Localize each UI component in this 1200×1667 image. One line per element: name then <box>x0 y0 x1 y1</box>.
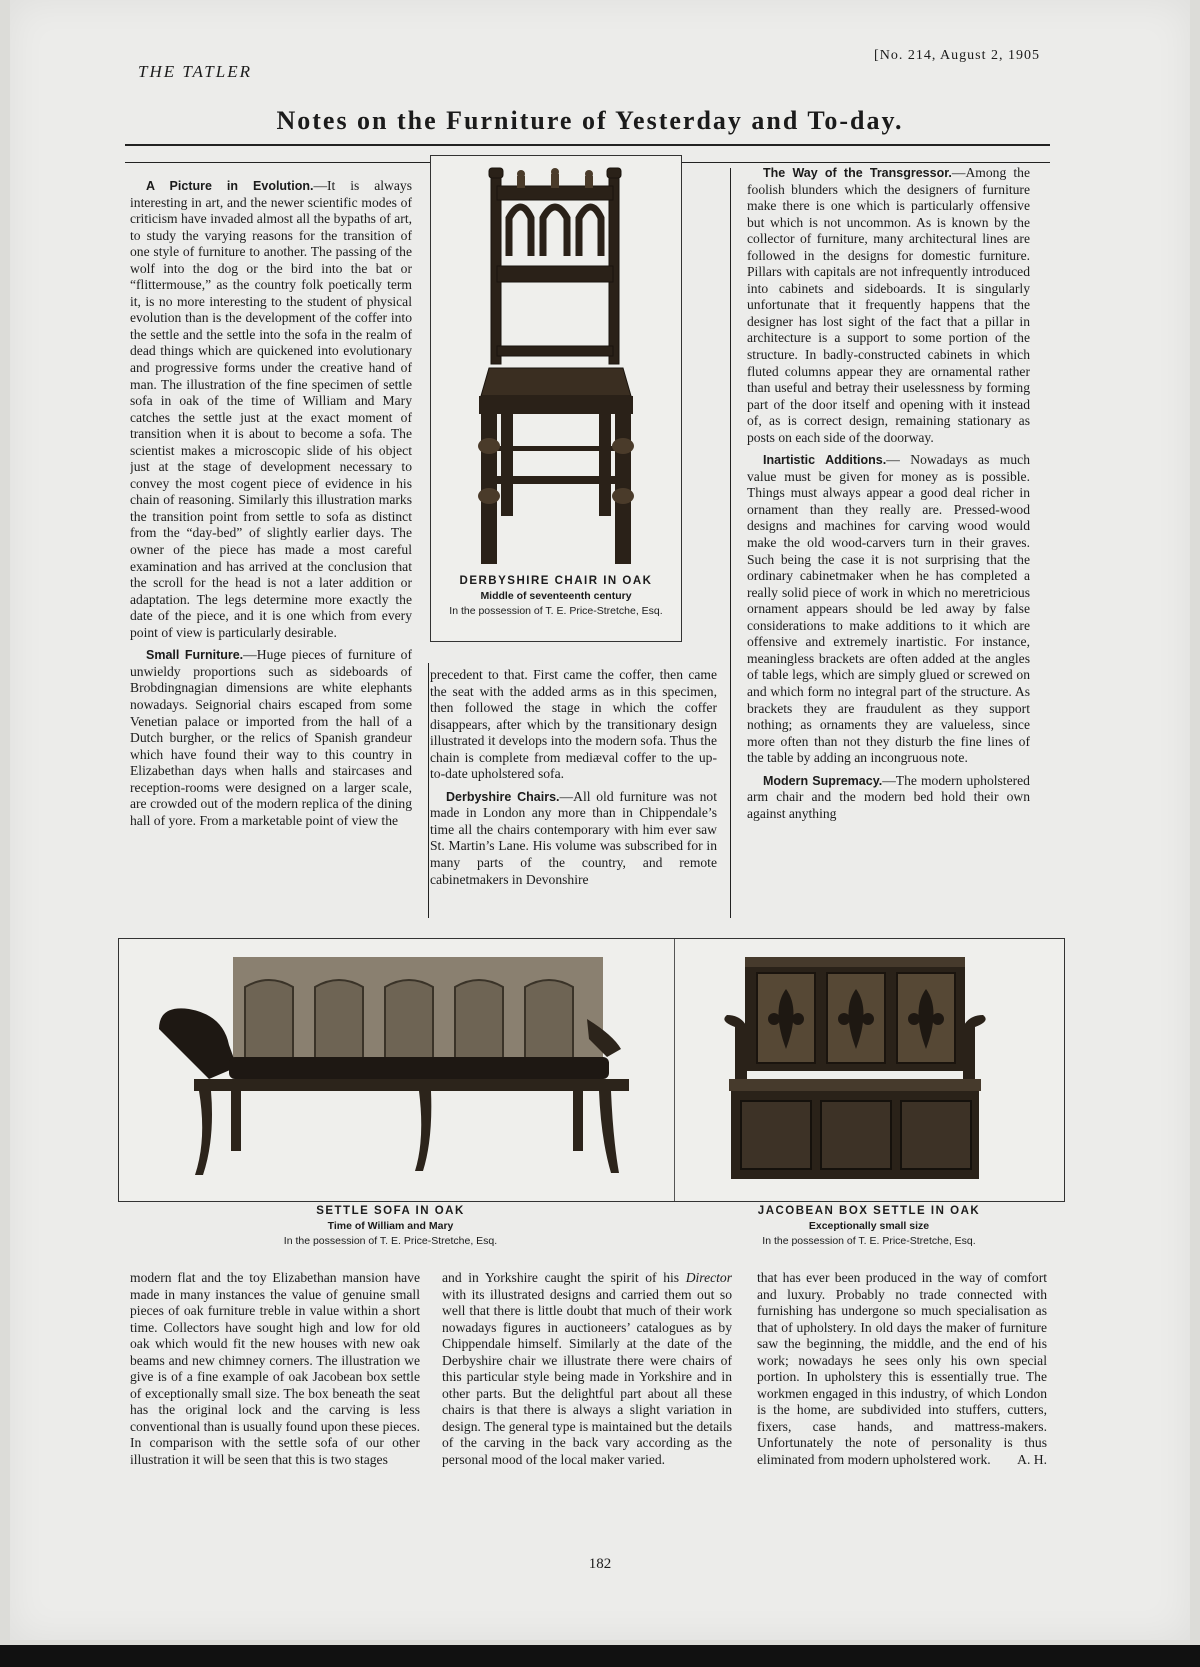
paragraph-sofa-chain: precedent to that. First came the coffer, then came the seat with the added arms as in this specimen, then followed the stage in which the coffer disappears, after which by the transitionary design illustrated it develops into the modern sofa. Thus the chain is complete from mediæval coffer to the up-to-date upholstered sofa. <box>430 667 717 782</box>
column-1 <box>130 178 412 918</box>
author-signature: A. H. <box>1017 1452 1047 1468</box>
paragraph-derbyshire-chairs: —All old furniture was not made in London any more than in Chippendale’s time all the chairs contemporary with him ever saw St. Martin’s Lane. His volume was subscribed for in many parts of the country, and remote cabinetmakers in Devonshire <box>430 788 717 887</box>
scan-edge <box>0 1645 1200 1667</box>
title-rule-top <box>125 144 1050 146</box>
article-title: Notes on the Furniture of Yesterday and To-day. <box>276 106 904 135</box>
issue-line: [No. 214, August 2, 1905 <box>874 48 1040 63</box>
chair-figure <box>430 155 682 642</box>
bottom-column-1 <box>130 1270 420 1520</box>
paragraph-yorkshire-a: and in Yorkshire caught the spirit of his <box>442 1270 686 1285</box>
magazine-page <box>10 0 1190 1640</box>
box-settle-caption <box>674 1204 1064 1249</box>
bottom-column-2 <box>442 1270 732 1520</box>
box-settle-caption-title: JACOBEAN BOX SETTLE IN OAK <box>757 1205 981 1217</box>
column-3 <box>747 165 1030 918</box>
heading-derbyshire-chairs: Derbyshire Chairs. <box>446 789 560 804</box>
bottom-column-3 <box>757 1270 1047 1520</box>
settle-sofa-caption-title: SETTLE SOFA IN OAK <box>316 1205 465 1217</box>
column-2 <box>430 667 717 919</box>
heading-small-furniture: Small Furniture. <box>146 648 244 663</box>
column-rule-1 <box>428 663 429 918</box>
derbyshire-chair-image <box>431 156 681 576</box>
director-title: Director <box>685 1270 732 1285</box>
heading-way-of-transgressor: The Way of the Transgressor. <box>763 166 952 180</box>
heading-modern-supremacy: Modern Supremacy. <box>763 773 883 788</box>
paragraph-upholstery: that has ever been produced in the way of comfort and luxury. Probably no trade connected with furnishing has undergone so much specialisation as that of upholstery. In old days the maker of furniture saw the beginning, the middle, and the end of his work; nowadays he sees only his own special portion. In upholstery this is essentially true. The workmen engaged in this industry, of which London is the home, are subdivided into stuffers, cutters, fixers, case hands, and mattress-makers. Unfortunately the note of personality is thus eliminated from modern upholstered work. <box>757 1270 1047 1468</box>
paragraph-yorkshire-b: with its illustrated designs and carried them out so well that there is little doubt that much of their work nowadays figures in auctioneers’ catalogues as by Chippendale himself. Similarly at the date of the Derbyshire chair we illustrate there were chairs of this particular style being made in Yorkshire and in other parts. But the delightful part about all these chairs is that there is always a slight variation in design. The general type is maintained but the details of the carving in the back vary according as the personal mood of the local maker varied. <box>442 1286 732 1468</box>
settle-sofa-caption-subtitle: Time of William and Mary <box>327 1220 454 1232</box>
column-rule-2 <box>730 168 731 918</box>
paragraph-inartistic-additions: — Nowadays as much value must be given for money as is possible. Things must always appear a good deal richer in ornament than they really are. Pressed-wood designs and machines for carving wood would make the old wood-carvers turn in their graves. Such being the case it is not surprising that the ordinary cabinetmaker when he has completed a really solid piece of work in which no meretricious ornament appears should be led away by false considerations to make additions to it which are offensive and extremely inartistic. For instance, meaningless brackets are often added at the angles of table legs, which are simply glued or screwed on and which form no integral part of the structure. As brackets they are fraudulent as they support nothing; as ornaments they are valueless, since more often than not they disturb the fine lines of the table by adding an incongruous note. <box>747 452 1030 766</box>
chair-caption-title: DERBYSHIRE CHAIR IN OAK <box>459 575 653 587</box>
chair-caption-owner: In the possession of T. E. Price-Stretche, Esq. <box>449 605 663 617</box>
paragraph-small-pieces: modern flat and the toy Elizabethan mansion have made in many instances the value of genuine small pieces of oak furniture treble in value within a short time. Collectors have sought high and low for old oak which would fit the new houses with new oak beams and new chimney corners. The illustration we give is of a fine example of oak Jacobean box settle of exceptionally small size. The box beneath the seat has the original lock and the carving is less conventional than is usually found upon these pieces. In comparison with the settle sofa of our other illustration it will be seen that this is two stages <box>130 1270 420 1468</box>
page-number: 182 <box>588 1556 612 1572</box>
running-head: THE TATLER <box>138 62 252 81</box>
settle-sofa-caption <box>118 1204 663 1249</box>
chair-caption-subtitle: Middle of seventeenth century <box>480 590 632 602</box>
box-settle-caption-subtitle: Exceptionally small size <box>808 1220 930 1232</box>
heading-picture-in-evolution: A Picture in Evolution. <box>146 179 314 193</box>
box-settle-caption-owner: In the possession of T. E. Price-Stretche, Esq. <box>762 1235 976 1247</box>
chair-caption <box>431 574 681 619</box>
jacobean-box-settle-image <box>675 939 1065 1201</box>
settle-sofa-image <box>119 939 664 1201</box>
settle-photos-frame <box>118 938 1065 1202</box>
paragraph-way-of-transgressor: —Among the foolish blunders which the designers of furniture make there is one which is particularly offensive but which is not uncommon. As is known by the collector of furniture, many architectural lines are followed in the designs for domestic furniture. Pillars with capitals are not infrequently introduced into cabinets and sideboards. It is singularly unfortunate that it frequently happens that the designer has lost sight of the fact that a pillar in architecture is a support to some portion of the structure. In badly-constructed cabinets in which fluted columns appear they are ornamental rather than useful and betray their uselessness by forming part of the door itself and opening with it instead of, as is correct design, remaining stationary as posts on each side of the doorway. <box>747 165 1030 445</box>
heading-inartistic-additions: Inartistic Additions. <box>763 453 887 468</box>
paragraph-small-furniture: —Huge pieces of furniture of unwieldy proportions such as sideboards of Brobdingnagian dimensions are white elephants nowadays. Seignorial chairs escaped from some Venetian palace or imported from the hall of a Dutch burgher, or the relics of Spanish grandeur which have found their way to this country in Elizabethan days when halls and staircases and reception-rooms were designed on a larger scale, are crowded out of the modern replica of the dining hall of yore. From a marketable point of view the <box>130 647 412 828</box>
settle-sofa-caption-owner: In the possession of T. E. Price-Stretche, Esq. <box>283 1235 498 1247</box>
paragraph-modern-supremacy: —The modern upholstered arm chair and the modern bed hold their own against anything <box>747 772 1030 821</box>
paragraph-picture-in-evolution: —It is always interesting in art, and the newer scientific modes of criticism have invaded almost all the bypaths of art, to study the varying reasons for the transition of one style of furniture to another. The passing of the wolf into the dog or the bird into the bat or “flittermouse,” as the country folk poetically term it, is no more interesting to the student of physical evolution than is the development of the coffer into the settle and the settle into the sofa in the realm of dead things which are quickened into evolutionary and progressive forms under the creative hand of man. The illustration of the fine specimen of settle sofa in oak of the time of William and Mary catches the settle just at the exact moment of transition when it is about to become a sofa. The scientist makes a microscopic slide of his object just at the stage of development necessary to convey the most cogent piece of evidence in his chain of reasoning. Similarly this illustration marks the transition point from settle to sofa as distinct from the “day-bed” of slightly earlier days. The owner of the piece has made a most careful examination and has arrived at the conclusion that the scroll for the head is not a later addition or adaptation. The legs determine more exactly the date of the piece, and it is one which from every point of view is particularly desirable. <box>130 178 412 640</box>
